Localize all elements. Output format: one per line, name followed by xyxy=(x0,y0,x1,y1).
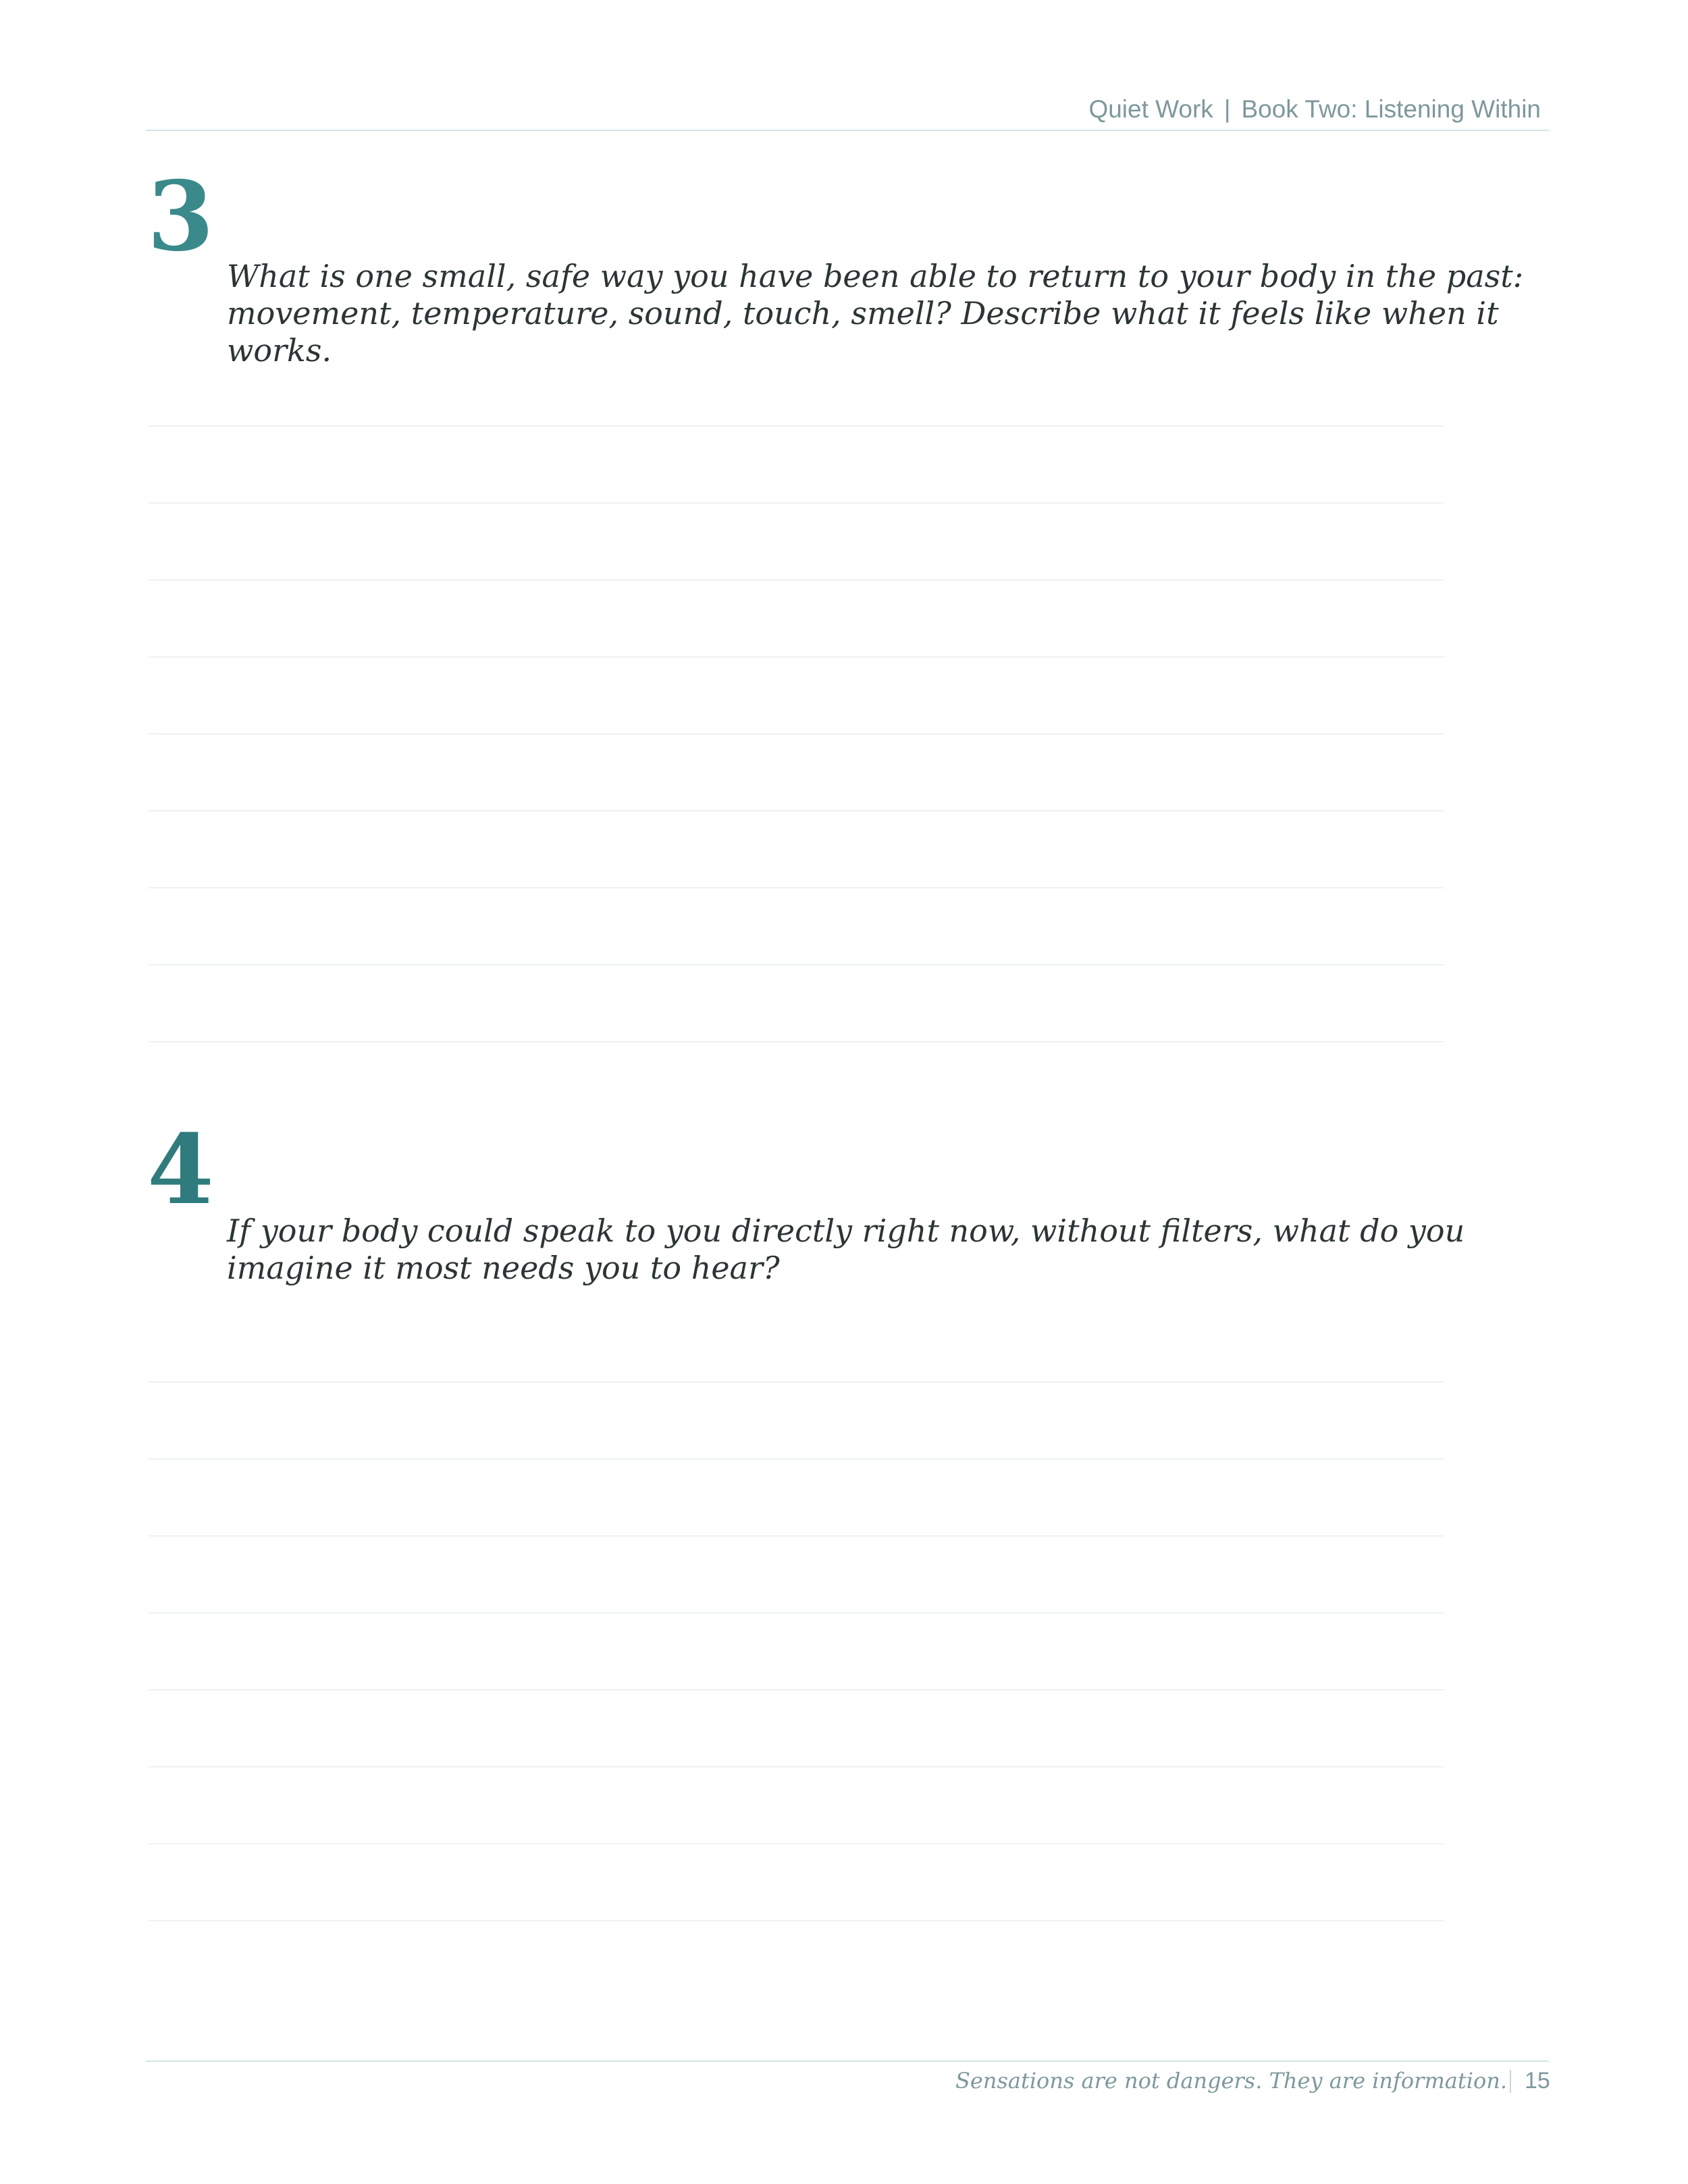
book-title: Quiet Work xyxy=(1088,95,1213,123)
writing-line[interactable] xyxy=(149,887,1444,888)
writing-line[interactable] xyxy=(149,1920,1444,1921)
writing-line[interactable] xyxy=(149,1381,1444,1383)
footer-divider xyxy=(1510,2070,1511,2093)
writing-line[interactable] xyxy=(149,1689,1444,1690)
writing-line[interactable] xyxy=(149,810,1444,811)
page-number: 15 xyxy=(1525,2068,1550,2094)
header-text xyxy=(1088,95,1541,124)
writing-area[interactable] xyxy=(149,1381,1444,1997)
header-separator: | xyxy=(1223,95,1231,123)
footer-rule xyxy=(146,2060,1549,2062)
writing-line[interactable] xyxy=(149,1766,1444,1767)
running-header xyxy=(146,95,1549,131)
writing-line[interactable] xyxy=(149,1041,1444,1042)
question-number: 4 xyxy=(147,1114,214,1226)
writing-line[interactable] xyxy=(149,579,1444,581)
writing-line[interactable] xyxy=(149,425,1444,427)
writing-area[interactable] xyxy=(149,425,1444,1118)
writing-line[interactable] xyxy=(149,733,1444,735)
writing-line[interactable] xyxy=(149,1612,1444,1614)
question-prompt: What is one small, safe way you have been able to return to your body in the past: movement, temperature, sound, touch, smell? Describe what it feels like when it works. xyxy=(227,258,1524,369)
writing-line[interactable] xyxy=(149,656,1444,658)
book-subtitle: Book Two: Listening Within xyxy=(1241,95,1541,123)
question-prompt: If your body could speak to you directly right now, without filters, what do you imagine it most needs you to hear? xyxy=(227,1213,1465,1286)
writing-line[interactable] xyxy=(149,964,1444,965)
writing-line[interactable] xyxy=(149,1458,1444,1460)
question-number: 3 xyxy=(147,161,214,273)
writing-line[interactable] xyxy=(149,1843,1444,1844)
writing-line[interactable] xyxy=(149,1535,1444,1537)
writing-line[interactable] xyxy=(149,502,1444,504)
footer-quote: Sensations are not dangers. They are information. xyxy=(955,2068,1507,2094)
